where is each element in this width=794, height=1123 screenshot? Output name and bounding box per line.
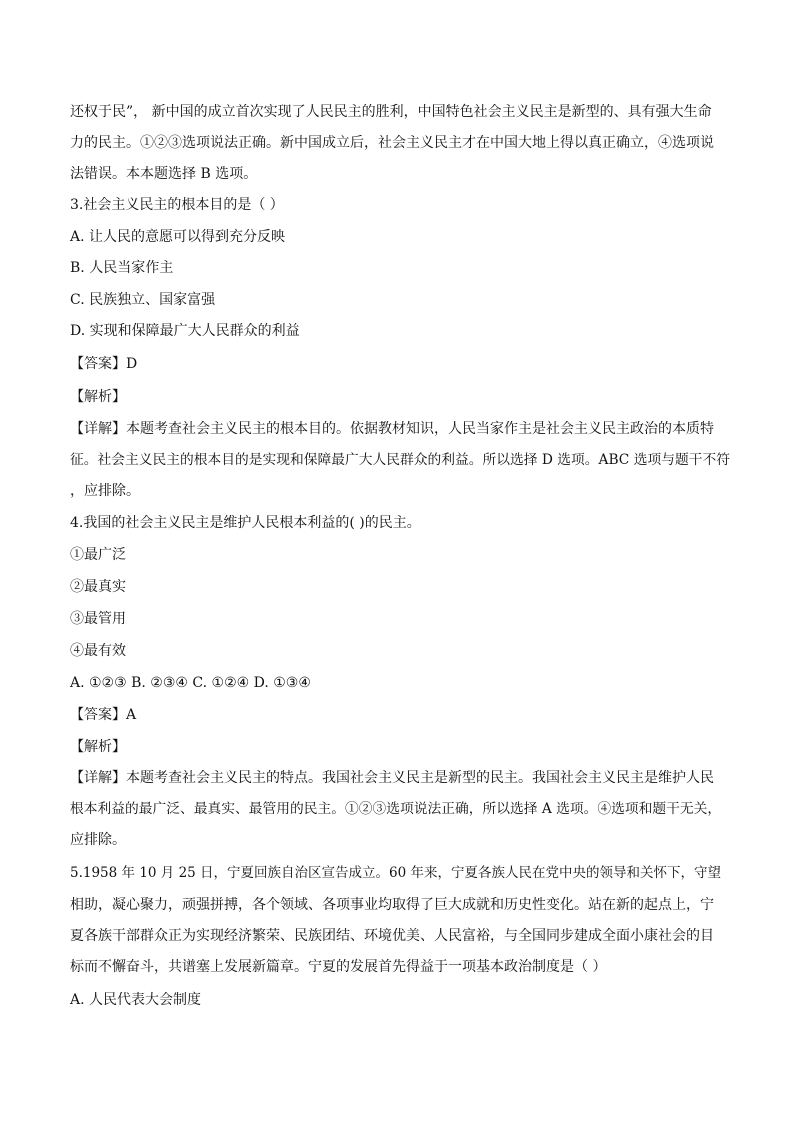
q4-analysis-label: 【解析】: [70, 739, 126, 755]
q3-detail-line-3: ，应排除。: [70, 483, 140, 499]
q3-option-d: D. 实现和保障最广大人民群众的利益: [70, 323, 300, 339]
q3-detail-line-1: 【详解】本题考查社会主义民主的根本目的。依据教材知识，人民当家作主是社会主义民主政治的本质特: [70, 421, 714, 437]
q5-option-a: A. 人民代表大会制度: [70, 992, 202, 1008]
q3-option-c: C. 民族独立、国家富强: [70, 292, 216, 308]
q4-answer: 【答案】A: [70, 707, 137, 723]
q3-option-b: B. 人民当家作主: [70, 260, 174, 276]
q3-detail-line-2: 征。社会主义民主的根本目的是实现和保障最广大人民群众的利益。所以选择 D 选项。ABC 选项与题干不符: [70, 452, 730, 468]
q4-item-4: ④最有效: [70, 643, 126, 659]
q5-stem-line-4: 标而不懈奋斗，共谱塞上发展新篇章。宁夏的发展首先得益于一项基本政治制度是（ ）: [70, 959, 607, 975]
q5-stem-line-1: 5.1958 年 10 月 25 日，宁夏回族自治区宣告成立。60 年来，宁夏各族人民在党中央的领导和关怀下，守望: [70, 865, 722, 881]
q5-stem-line-2: 相助，凝心聚力，顽强拼搏，各个领域、各项事业均取得了巨大成就和历史性变化。站在新的起点上，宁: [70, 897, 714, 913]
q4-detail-line-1: 【详解】本题考查社会主义民主的特点。我国社会主义民主是新型的民主。我国社会主义民主是维护人民: [70, 770, 714, 786]
q5-stem-line-3: 夏各族干部群众正为实现经济繁荣、民族团结、环境优美、人民富裕，与全国同步建成全面小康社会的目: [70, 928, 714, 944]
q4-detail-line-2: 根本利益的最广泛、最真实、最管用的民主。①②③选项说法正确，所以选择 A 选项。④选项和题干无关，: [70, 801, 722, 817]
intro-line-1: 还权于民”， 新中国的成立首次实现了人民民主的胜利，中国特色社会主义民主是新型的、具有强大生命: [70, 104, 712, 120]
q3-analysis-label: 【解析】: [70, 389, 126, 405]
q3-answer: 【答案】D: [70, 356, 138, 372]
q3-option-a: A. 让人民的意愿可以得到充分反映: [70, 229, 286, 245]
q4-item-1: ①最广泛: [70, 547, 126, 563]
q4-options: A. ①②③ B. ②③④ C. ①②④ D. ①③④: [70, 675, 311, 691]
q4-stem: 4.我国的社会主义民主是维护人民根本利益的( )的民主。: [70, 515, 421, 531]
q3-stem: 3.社会主义民主的根本目的是（ ）: [70, 197, 284, 213]
q4-detail-line-3: 应排除。: [70, 832, 126, 848]
intro-line-2: 力的民主。①②③选项说法正确。新中国成立后，社会主义民主才在中国大地上得以真正确立，④选项说: [70, 135, 714, 151]
q4-item-2: ②最真实: [70, 579, 126, 595]
q4-item-3: ③最管用: [70, 611, 126, 627]
intro-line-3: 法错误。本本题选择 B 选项。: [70, 166, 258, 182]
